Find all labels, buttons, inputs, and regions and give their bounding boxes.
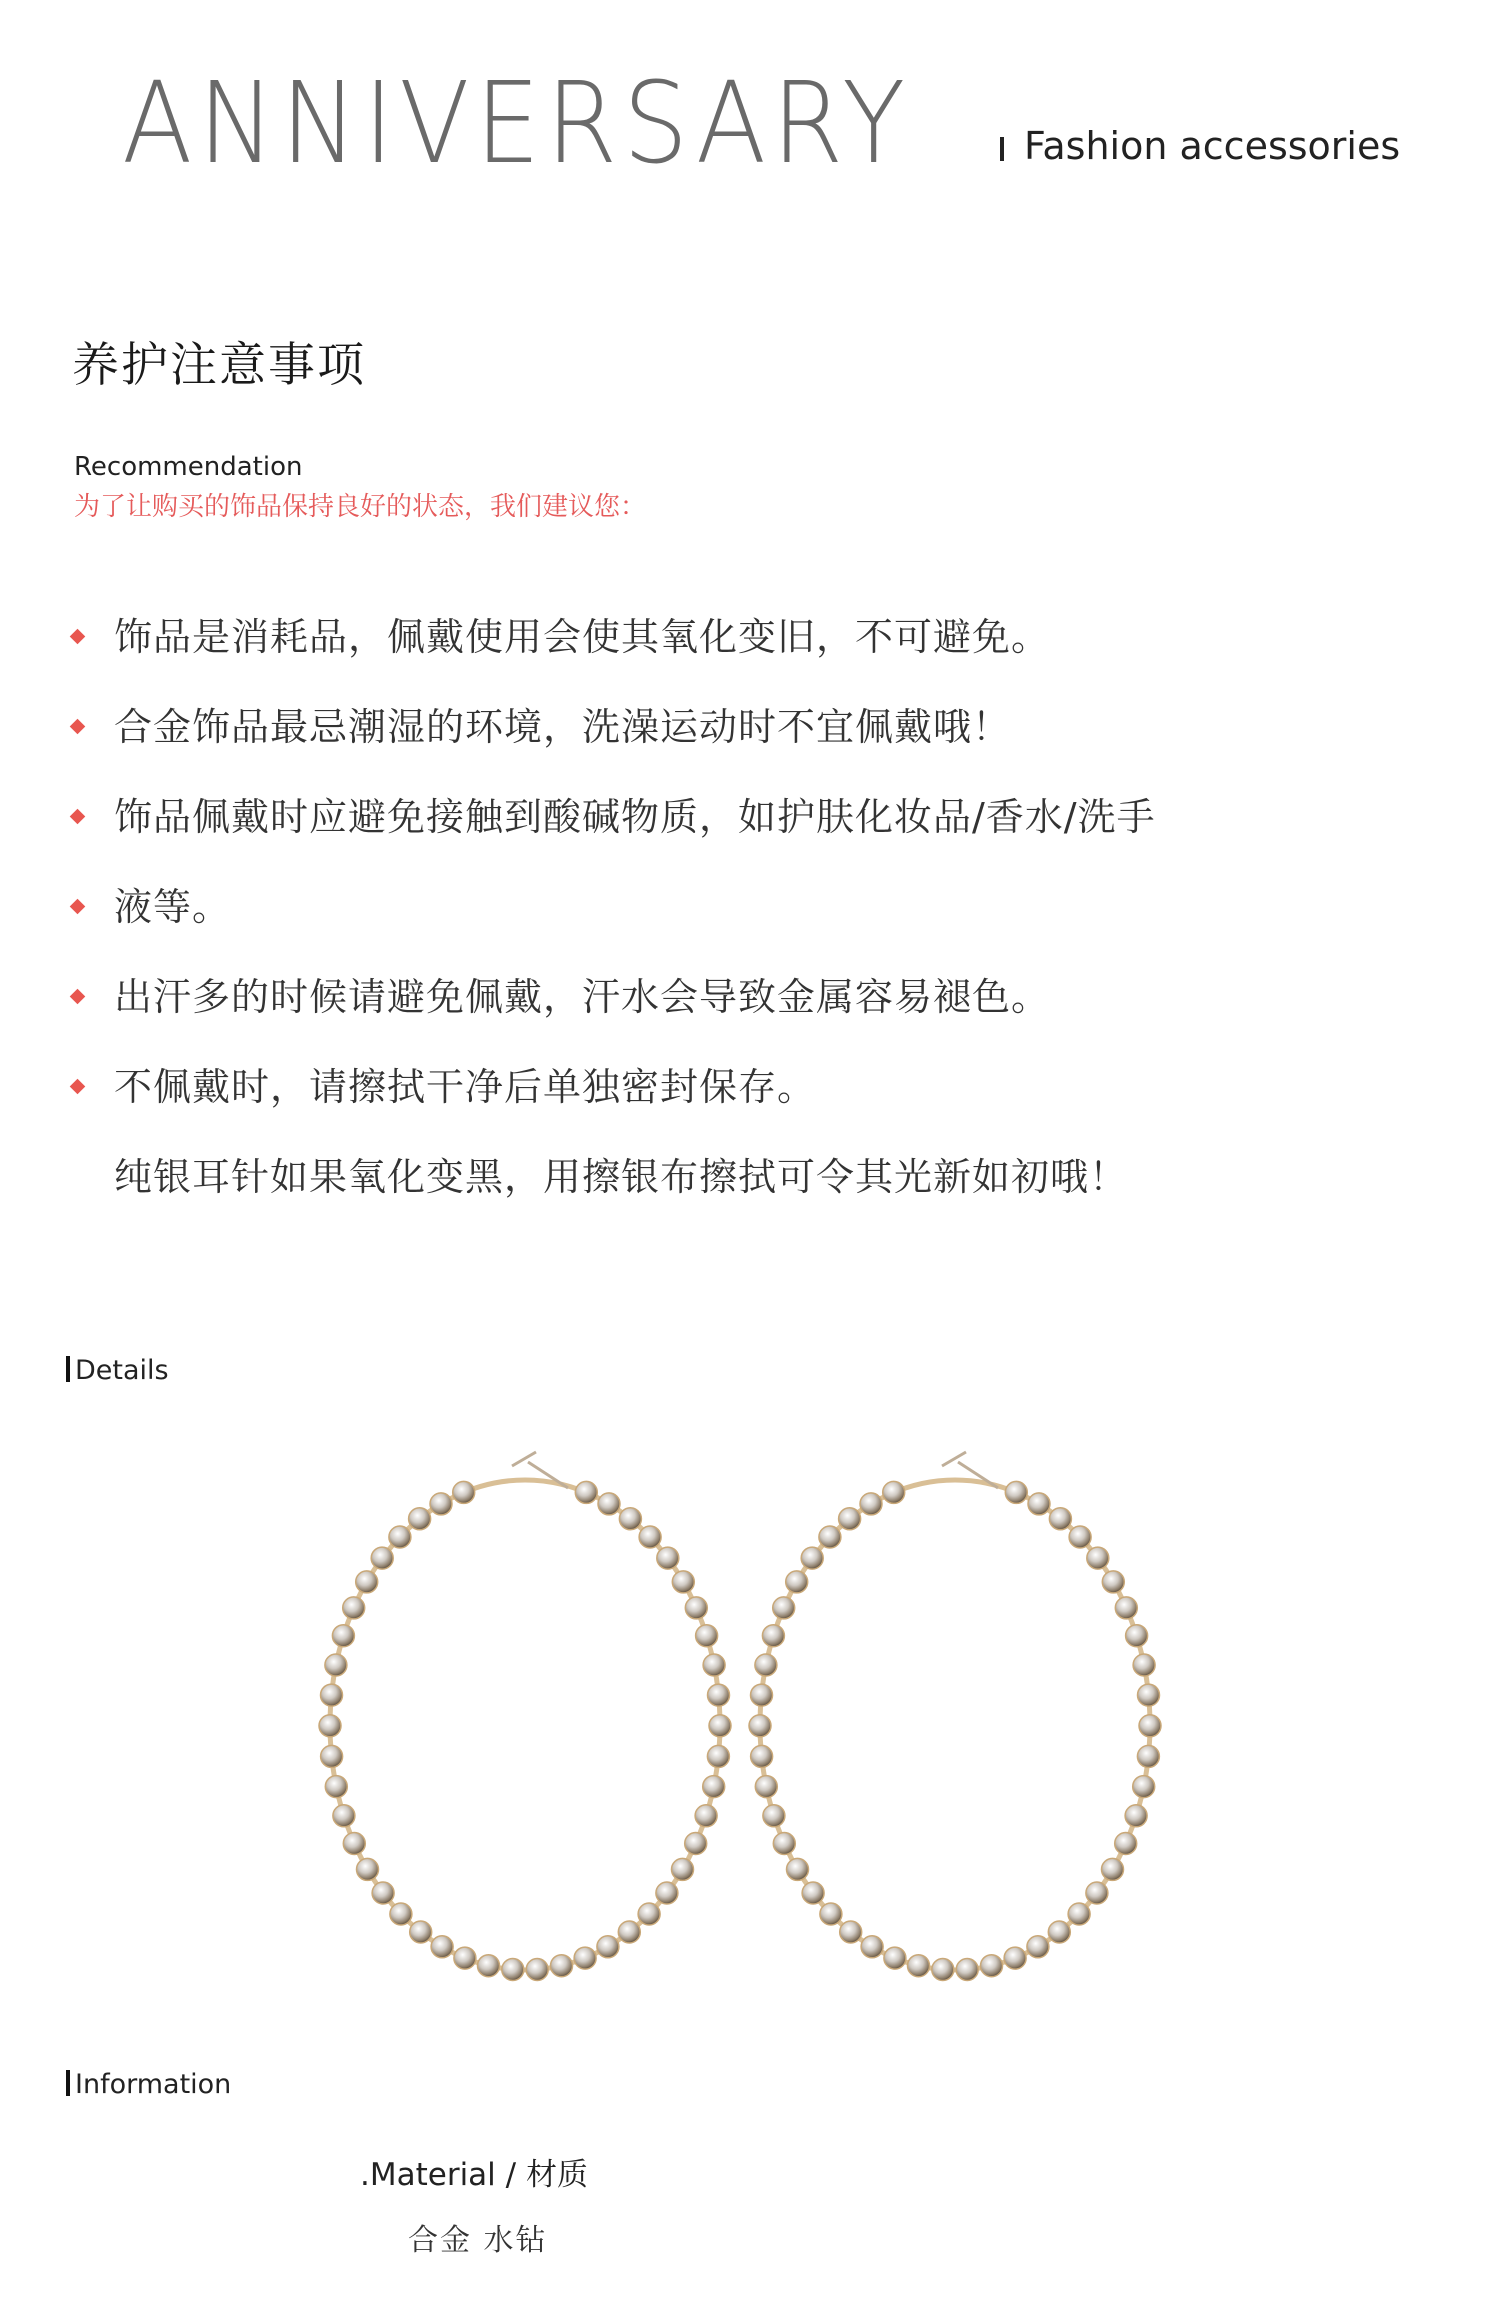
rhinestone (819, 1526, 841, 1548)
rhinestone (932, 1959, 954, 1981)
rhinestone (618, 1921, 640, 1943)
rhinestone (840, 1921, 862, 1943)
bullet-diamond-icon (70, 719, 86, 735)
rhinestone (787, 1858, 809, 1880)
rhinestone (657, 1547, 679, 1569)
rhinestone (981, 1955, 1003, 1977)
details-label-text: Details (75, 1355, 169, 1386)
details-label (66, 1356, 169, 1384)
care-item (66, 612, 1446, 702)
rhinestone (372, 1882, 394, 1904)
rhinestone (773, 1597, 795, 1619)
rhinestone (839, 1508, 861, 1530)
care-item (66, 882, 1446, 972)
rhinestone (703, 1776, 725, 1798)
care-item-text: 合金饰品最忌潮湿的环境，洗澡运动时不宜佩戴哦！ (114, 705, 1012, 749)
care-item (66, 702, 1446, 792)
rhinestone (762, 1625, 784, 1647)
bullet-diamond-icon (70, 809, 86, 825)
rhinestone (709, 1715, 731, 1737)
bullet-diamond-icon (70, 989, 86, 1005)
care-item-text: 饰品是消耗品，佩戴使用会使其氧化变旧，不可避免。 (114, 615, 1051, 659)
recommendation-label: Recommendation (74, 452, 303, 482)
rhinestone (357, 1858, 379, 1880)
care-item-text: 纯银耳针如果氧化变黑，用擦银布擦拭可令其光新如初哦！ (114, 1155, 1129, 1199)
rhinestone (371, 1547, 393, 1569)
rhinestone (696, 1625, 718, 1647)
rhinestone (695, 1805, 717, 1827)
right-hoop-rhinestones (749, 1481, 1161, 1980)
rhinestone (619, 1508, 641, 1530)
care-title: 养护注意事项 (72, 338, 366, 393)
care-list (66, 612, 1446, 1242)
rhinestone (502, 1959, 524, 1981)
brand-logo: ANNIVERSARY (122, 59, 911, 189)
rhinestone (1139, 1715, 1161, 1737)
rhinestone (773, 1833, 795, 1855)
rhinestone (332, 1625, 354, 1647)
rhinestone (333, 1805, 355, 1827)
rhinestone (802, 1882, 824, 1904)
rhinestone (319, 1715, 341, 1737)
rhinestone (409, 1508, 431, 1530)
rhinestone (453, 1481, 475, 1503)
rhinestone (786, 1571, 808, 1593)
rhinestone (343, 1833, 365, 1855)
bullet-diamond-icon (70, 1079, 86, 1095)
rhinestone (1005, 1481, 1027, 1503)
rhinestone (884, 1947, 906, 1969)
rhinestone (861, 1936, 883, 1958)
rhinestone (410, 1921, 432, 1943)
rhinestone (1138, 1684, 1160, 1706)
rhinestone (478, 1955, 500, 1977)
rhinestone (751, 1745, 773, 1767)
rhinestone (1027, 1936, 1049, 1958)
rhinestone (656, 1882, 678, 1904)
rhinestone (956, 1959, 978, 1981)
rhinestone (1125, 1805, 1147, 1827)
rhinestone (1102, 1858, 1124, 1880)
rhinestone (598, 1493, 620, 1515)
rhinestone (343, 1597, 365, 1619)
rhinestone (1115, 1833, 1137, 1855)
rhinestone (1069, 1526, 1091, 1548)
rhinestone (1004, 1947, 1026, 1969)
rhinestone (1126, 1625, 1148, 1647)
rhinestone (454, 1947, 476, 1969)
rhinestone (639, 1526, 661, 1548)
information-label-text: Information (75, 2069, 232, 2100)
care-item-text: 不佩戴时，请擦拭干净后单独密封保存。 (114, 1065, 817, 1109)
rhinestone (1049, 1508, 1071, 1530)
rhinestone (1115, 1597, 1137, 1619)
rhinestone (1048, 1921, 1070, 1943)
bullet-diamond-icon (70, 629, 86, 645)
rhinestone (356, 1571, 378, 1593)
care-item-text: 出汗多的时候请避免佩戴，汗水会导致金属容易褪色。 (114, 975, 1051, 1019)
care-item (66, 972, 1446, 1062)
information-divider (66, 2070, 70, 2096)
rhinestone (751, 1684, 773, 1706)
rhinestone (672, 1858, 694, 1880)
rhinestone (908, 1955, 930, 1977)
rhinestone (321, 1745, 343, 1767)
care-item-text: 饰品佩戴时应避免接触到酸碱物质，如护肤化妆品/香水/洗手 (114, 795, 1156, 839)
rhinestone (638, 1903, 660, 1925)
rhinestone (755, 1654, 777, 1676)
rhinestone (575, 1481, 597, 1503)
tagline (1000, 124, 1401, 168)
rhinestone (703, 1654, 725, 1676)
rhinestone (1137, 1745, 1159, 1767)
tagline-text: Fashion accessories (1024, 124, 1401, 168)
material-title: .Material / 材质 (360, 2157, 588, 2193)
information-label (66, 2070, 231, 2098)
care-item-text: 液等。 (114, 885, 232, 929)
rhinestone (883, 1481, 905, 1503)
care-item (66, 792, 1446, 882)
rhinestone (551, 1955, 573, 1977)
rhinestone (1133, 1776, 1155, 1798)
rhinestone (1087, 1547, 1109, 1569)
rhinestone (321, 1684, 343, 1706)
rhinestone (389, 1526, 411, 1548)
care-item (66, 1152, 1446, 1242)
rhinestone (430, 1493, 452, 1515)
rhinestone (763, 1805, 785, 1827)
rhinestone (685, 1833, 707, 1855)
rhinestone (685, 1597, 707, 1619)
rhinestone (749, 1715, 771, 1737)
rhinestone (860, 1493, 882, 1515)
rhinestone (597, 1936, 619, 1958)
rhinestone (707, 1745, 729, 1767)
rhinestone (755, 1776, 777, 1798)
details-divider (66, 1356, 70, 1382)
rhinestone (325, 1654, 347, 1676)
tagline-divider (1000, 137, 1004, 161)
material-value: 合金 水钻 (408, 2223, 548, 2258)
care-item (66, 1062, 1446, 1152)
rhinestone (574, 1947, 596, 1969)
rhinestone (1086, 1882, 1108, 1904)
rhinestone (672, 1571, 694, 1593)
rhinestone (1133, 1654, 1155, 1676)
rhinestone (820, 1903, 842, 1925)
rhinestone (801, 1547, 823, 1569)
rhinestone (431, 1936, 453, 1958)
left-hoop-rhinestones (319, 1481, 731, 1980)
rhinestone (1068, 1903, 1090, 1925)
rhinestone (526, 1959, 548, 1981)
rhinestone (1028, 1493, 1050, 1515)
recommendation-text: 为了让购买的饰品保持良好的状态，我们建议您： (74, 492, 647, 522)
rhinestone (325, 1776, 347, 1798)
rhinestone (390, 1903, 412, 1925)
rhinestone (708, 1684, 730, 1706)
earrings-image (300, 1440, 1180, 1990)
bullet-diamond-icon (70, 899, 86, 915)
rhinestone (1102, 1571, 1124, 1593)
